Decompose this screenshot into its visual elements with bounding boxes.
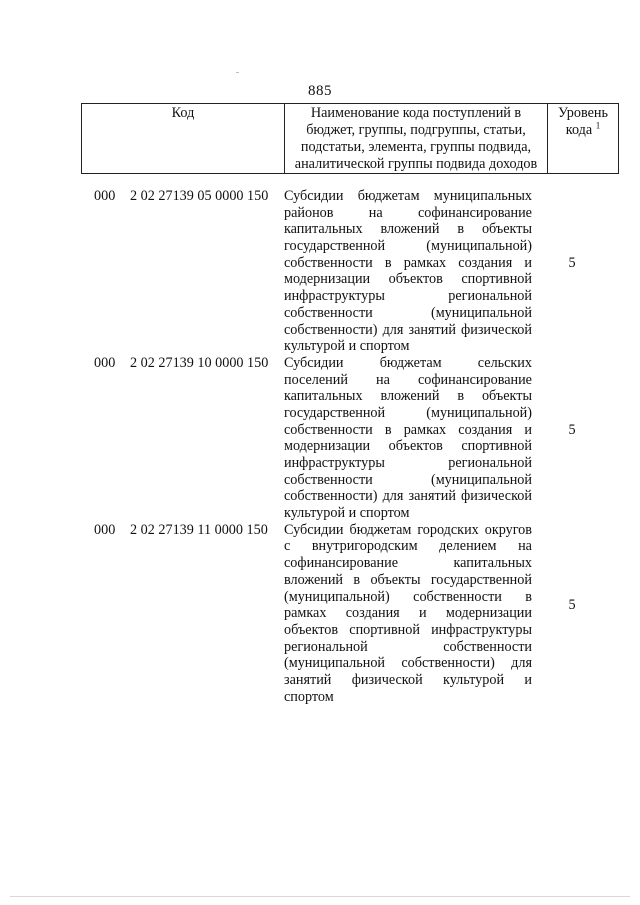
- justified-words: [284, 255, 532, 272]
- word: собственности: [284, 421, 373, 438]
- word: на: [376, 371, 390, 388]
- word: (муниципальной: [430, 471, 532, 488]
- revenue-name-line: [284, 455, 532, 472]
- word: инфраструктуры: [431, 621, 532, 638]
- word: (муниципальной: [284, 655, 386, 672]
- revenue-name-line: [284, 472, 532, 489]
- revenue-name-line: [284, 188, 532, 205]
- revenue-name-line: культурой и спортом: [284, 505, 410, 522]
- word: объектов: [388, 438, 443, 455]
- word: в: [525, 588, 532, 605]
- word: вложений: [380, 388, 440, 405]
- word: собственности: [284, 471, 373, 488]
- header-level-label: Уровень: [558, 105, 608, 121]
- word: софинансирование: [417, 204, 532, 221]
- word: Субсидии: [284, 354, 344, 371]
- level-value: 5: [568, 596, 576, 613]
- word: в: [384, 421, 392, 438]
- revenue-name-line: [284, 655, 532, 672]
- scan-speck: [236, 72, 239, 73]
- word: рамках: [403, 421, 447, 438]
- table-body: [0, 188, 640, 705]
- revenue-name-line: [284, 388, 532, 405]
- word: Субсидии: [284, 188, 344, 204]
- table-row: [0, 355, 640, 522]
- word: объекты: [370, 571, 421, 588]
- header-name-line: подстатьи, элемента, группы подвида,: [300, 139, 532, 155]
- word: инфраструктуры: [284, 455, 385, 471]
- justified-words: [284, 655, 532, 672]
- word: собственности: [413, 588, 502, 605]
- revenue-name-line: [284, 522, 532, 539]
- justified-words: [284, 622, 532, 639]
- word: объектов: [388, 271, 443, 288]
- revenue-name-line: [284, 488, 532, 505]
- revenue-name-line: [284, 672, 532, 689]
- word: софинансирование: [284, 555, 399, 572]
- word: культурой: [443, 671, 505, 688]
- word: создания: [345, 605, 400, 622]
- revenue-name-line: [284, 271, 532, 288]
- word: занятий: [408, 488, 456, 505]
- word: на: [368, 204, 383, 221]
- word: для: [382, 321, 404, 338]
- word: собственности: [443, 638, 532, 655]
- word: в: [384, 254, 392, 271]
- justified-words: [284, 205, 532, 222]
- justified-words: [284, 572, 532, 589]
- word: внутригородским: [311, 538, 418, 555]
- header-level-word: кода: [565, 122, 593, 138]
- word: объекты: [481, 221, 532, 238]
- word: собственности): [401, 655, 495, 672]
- header-name-cell: [285, 104, 548, 174]
- word: региональной: [448, 288, 532, 305]
- revenue-name-line: [284, 555, 532, 572]
- word: капитальных: [284, 221, 363, 238]
- word: и: [524, 254, 532, 271]
- word: собственности): [284, 321, 378, 338]
- revenue-name-line: [284, 538, 532, 555]
- word: (муниципальной: [430, 304, 532, 321]
- word: вложений: [284, 571, 344, 588]
- revenue-name-line: [284, 422, 532, 439]
- header-level-label-2: [550, 122, 616, 139]
- level-value: 5: [568, 421, 576, 438]
- word: для: [511, 655, 532, 672]
- word: городских: [417, 521, 479, 538]
- header-level-cell: [548, 104, 619, 174]
- revenue-name-line: [284, 355, 532, 372]
- justified-words: [284, 488, 532, 505]
- word: спортивной: [461, 271, 532, 288]
- word: Субсидии: [284, 521, 344, 538]
- word: региональной: [284, 638, 368, 655]
- word: капитальных: [453, 555, 532, 572]
- admin-code: 000: [94, 521, 116, 538]
- revenue-name-line: [284, 221, 532, 238]
- justified-words: [284, 388, 532, 405]
- header-code-cell: [82, 104, 285, 174]
- word: модернизации: [445, 605, 532, 622]
- word: объектов: [284, 621, 339, 638]
- revenue-name-line: [284, 605, 532, 622]
- word: (муниципальной): [426, 238, 532, 255]
- word: собственности: [284, 254, 373, 271]
- justified-words: [284, 455, 532, 472]
- table-header: [81, 103, 619, 174]
- word: создания: [458, 421, 513, 438]
- word: муниципальных: [433, 188, 532, 204]
- word: с: [284, 538, 291, 555]
- word: рамках: [403, 254, 447, 271]
- word: физической: [461, 321, 532, 338]
- revenue-name: [284, 522, 532, 706]
- justified-words: [284, 355, 532, 372]
- word: и: [524, 421, 532, 438]
- justified-words: [284, 422, 532, 439]
- word: спортивной: [461, 438, 532, 455]
- word: физической: [351, 671, 423, 688]
- revenue-name-line: [284, 639, 532, 656]
- word: (муниципальной): [426, 404, 532, 421]
- revenue-code: 2 02 27139 10 0000 150: [130, 354, 269, 371]
- word: государственной: [284, 404, 386, 421]
- word: модернизации: [284, 438, 371, 455]
- word: в: [457, 221, 465, 238]
- justified-words: [284, 322, 532, 339]
- justified-words: [284, 472, 532, 489]
- word: региональной: [448, 455, 532, 471]
- word: физической: [461, 488, 532, 505]
- word: и: [524, 671, 532, 688]
- justified-words: [284, 221, 532, 238]
- revenue-name-line: [284, 238, 532, 255]
- revenue-name-line: [284, 322, 532, 339]
- word: поселений: [284, 371, 348, 388]
- word: районов: [284, 204, 334, 221]
- word: инфраструктуры: [284, 288, 385, 305]
- justified-words: [284, 605, 532, 622]
- revenue-name-line: культурой и спортом: [284, 338, 410, 355]
- word: бюджетам: [379, 354, 442, 371]
- word: делением: [439, 538, 497, 555]
- word: и: [418, 605, 427, 622]
- word: занятий: [408, 321, 456, 338]
- word: софинансирование: [417, 371, 532, 388]
- revenue-code: 2 02 27139 11 0000 150: [130, 521, 268, 538]
- word: государственной: [284, 238, 386, 255]
- page-number: 885: [308, 83, 332, 99]
- revenue-name-line: [284, 438, 532, 455]
- table-row: [0, 522, 640, 706]
- justified-words: [284, 188, 532, 205]
- word: модернизации: [284, 271, 371, 288]
- revenue-name-line: [284, 205, 532, 222]
- header-code-label: Код: [171, 105, 195, 121]
- word: сельских: [477, 354, 532, 371]
- table-row: [0, 188, 640, 355]
- revenue-name-line: [284, 255, 532, 272]
- justified-words: [284, 672, 532, 689]
- justified-words: [284, 271, 532, 288]
- revenue-code: 2 02 27139 05 0000 150: [130, 188, 269, 204]
- word: создания: [458, 254, 513, 271]
- revenue-name-line: [284, 572, 532, 589]
- revenue-name-line: [284, 405, 532, 422]
- word: бюджетам: [349, 521, 412, 538]
- word: собственности): [284, 488, 378, 505]
- word: собственности: [284, 304, 373, 321]
- word: в: [457, 388, 465, 405]
- justified-words: [284, 305, 532, 322]
- revenue-name: [284, 355, 532, 522]
- revenue-name-line: [284, 589, 532, 606]
- word: государственной: [430, 571, 532, 588]
- word: занятий: [284, 671, 332, 688]
- revenue-name-line: [284, 305, 532, 322]
- level-value: 5: [568, 255, 576, 271]
- header-name-line: аналитической группы подвида доходов: [294, 156, 538, 172]
- word: округов: [484, 521, 532, 538]
- word: в: [353, 571, 361, 588]
- word: объекты: [481, 388, 532, 405]
- word: для: [382, 488, 404, 505]
- word: рамках: [284, 605, 327, 622]
- justified-words: [284, 538, 532, 555]
- justified-words: [284, 438, 532, 455]
- revenue-name-line: [284, 372, 532, 389]
- justified-words: [284, 372, 532, 389]
- justified-words: [284, 522, 532, 539]
- justified-words: [284, 288, 532, 305]
- word: спортивной: [349, 621, 420, 638]
- word: (муниципальной): [284, 588, 390, 605]
- admin-code: 000: [94, 354, 116, 371]
- revenue-name: [284, 188, 532, 355]
- justified-words: [284, 589, 532, 606]
- revenue-name-line: спортом: [284, 688, 334, 705]
- header-name-line: бюджет, группы, подгруппы, статьи,: [306, 122, 526, 138]
- justified-words: [284, 555, 532, 572]
- header-name-line: Наименование кода поступлений в: [310, 105, 522, 121]
- revenue-name-line: [284, 622, 532, 639]
- scan-speck: [10, 896, 630, 897]
- footnote-mark: 1: [595, 120, 601, 131]
- revenue-name-line: [284, 288, 532, 305]
- word: на: [518, 538, 532, 555]
- word: бюджетам: [357, 188, 420, 204]
- admin-code: 000: [94, 188, 116, 204]
- word: капитальных: [284, 388, 363, 405]
- justified-words: [284, 405, 532, 422]
- justified-words: [284, 238, 532, 255]
- word: вложений: [380, 221, 440, 238]
- justified-words: [284, 639, 532, 656]
